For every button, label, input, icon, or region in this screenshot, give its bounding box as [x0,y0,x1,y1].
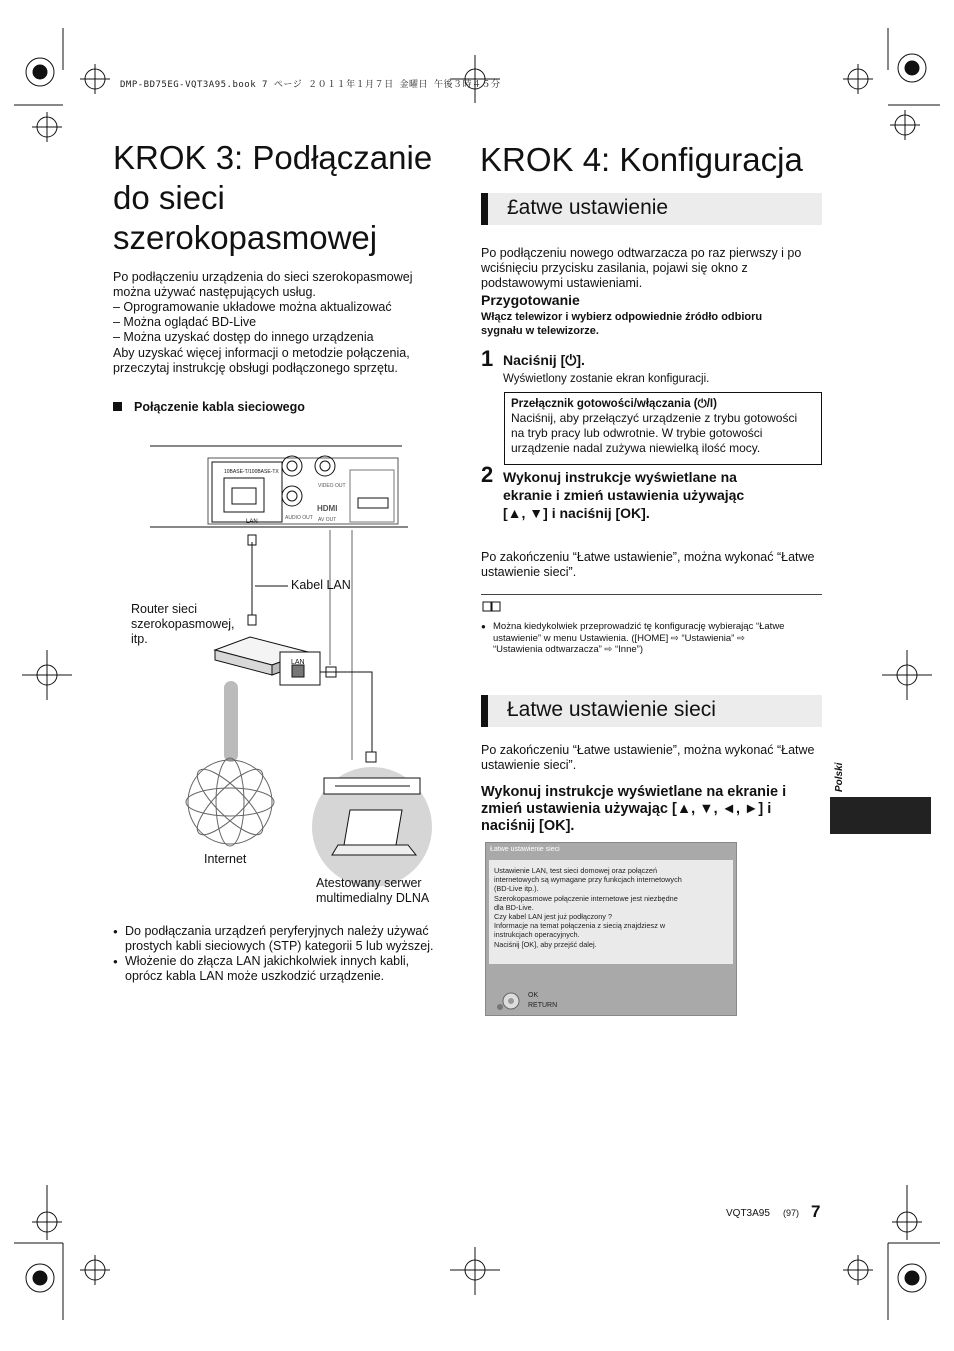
network-instructions: Wykonuj instrukcje wyświetlane na ekranie i zmień ustawienia używając [▲, ▼, ◄, ►] i naciśnij [OK]. [481,784,787,834]
krok4-title: KROK 4: Konfiguracja [480,141,803,178]
screen-ok-label: OK [528,992,539,999]
prep-text: Włącz telewizor i wybierz odpowiednie źródło odbioru sygnału w telewizorze. [481,311,763,337]
section-latwe-ustawienie: £atwe ustawienie [481,193,822,225]
left-bullets [113,924,453,984]
bullet-item: ● Włożenie do złącza LAN jakichkolwiek innych kabli, oprócz kabla LAN może uszkodzić urządzenie. [113,954,453,984]
intro-text: Po podłączeniu urządzenia do sieci szerokopasmowej można używać następujących usług. – Oprogramowanie układowe można aktualizować – Można oglądać BD-Live – Można uzyskać dostęp do innego urządzenia [113,270,413,344]
setup-screen [485,842,737,1016]
video-out-label: VIDEO OUT [318,483,346,489]
language-label: Polski [834,762,845,792]
kabel-lan-label: Kabel LAN [291,578,351,592]
step1-number: 1 [481,346,494,371]
prep-title: Przygotowanie [481,292,580,308]
audio-out-label: AUDIO OUT [285,515,313,521]
port-lan-label: LAN [246,519,258,525]
step2-number: 2 [481,462,494,487]
more-info-text: Aby uzyskać więcej informacji o metodzie połączenia, przeczytaj instrukcję obsługi podłączonego sprzętu. [113,346,410,375]
intro-right: Po podłączeniu nowego odtwarzacza po raz pierwszy i po wciśnięciu przycisku zasilania, pojawi się okno z podstawowymi ustawieniami. [481,246,802,290]
footer-code: VQT3A95 [726,1208,770,1219]
after-text-2: Po zakończeniu “Łatwe ustawienie”, można wykonać “Łatwe ustawienie sieci”. [481,743,815,772]
screen-message: Ustawienie LAN, test sieci domowej oraz połączeń internetowych są wymagane przy funkcjach internetowych (BD-Live itp.). Szerokopasmowe połączenie internetowe jest niezbędne dla BD-Live. Czy kabel LAN jest już podłączony ? Informacje na temat połączenia z siecią znajdziesz w instrukcjach operacyjnych. Naciśnij [OK], aby przejść dalej. [489,860,733,964]
port-spec-label: 10BASE-T/100BASE-TX [224,469,279,475]
router-label: Router sieci szerokopasmowej, itp. [131,602,235,646]
note-list [481,621,826,656]
file-header-line: DMP-BD75EG-VQT3A95.book 7 ページ ２０１１年１月７日 金曜日 午後３時４５分 [120,80,501,90]
internet-label: Internet [204,852,247,866]
remote-cursor-icon [496,991,526,1011]
section-label-cable: Połączenie kabla sieciowego [113,400,305,415]
screen-return-label: RETURN [528,1002,558,1009]
screen-title: Łatwe ustawienie sieci [490,846,560,853]
step1-sub: Wyświetlony zostanie ekran konfiguracji. [503,373,710,385]
av-out-label: AV OUT [318,517,337,523]
book-note-icon [482,601,502,613]
language-tab [830,797,931,834]
server-label: Atestowany serwer multimedialny DLNA [316,876,430,905]
hdmi-label: HDMI [317,504,338,513]
page-number: 7 [811,1202,821,1221]
divider [481,594,822,595]
note-item: ● Można kiedykolwiek przeprowadzić tę konfigurację wybierając “Łatwe ustawienie” w menu Ustawienia. ([HOME] ⇨ “Ustawienia” ⇨ “Ustawienia odtwarzacza” ⇨ “Inne”) [481,621,826,656]
footer-num: (97) [783,1208,800,1218]
bullet-item: ● Do podłączania urządzeń peryferyjnych należy używać prostych kabli sieciowych (STP) kategorii 5 lub wyższej. [113,924,453,954]
standby-info-box: Przełącznik gotowości/włączania (⏻/I) Naciśnij, aby przełączyć urządzenie z trybu gotowości na tryb pracy lub odwrotnie. W trybie gotowości urządzenie nadal zużywa niewielką ilość mocy. [504,392,822,465]
krok3-title: KROK 3: Podłączanie do sieci szerokopasmowej [113,139,433,256]
step1-title: Naciśnij [⏻]. [503,352,585,368]
router-lan-label: LAN [291,659,305,666]
after-text: Po zakończeniu “Łatwe ustawienie”, można wykonać “Łatwe ustawienie sieci”. [481,550,815,579]
section-latwe-ustawienie-sieci: Łatwe ustawienie sieci [481,695,822,727]
step2-text: Wykonuj instrukcje wyświetlane na ekranie i zmień ustawienia używając [▲, ▼] i naciśnij [OK]. [503,469,745,521]
